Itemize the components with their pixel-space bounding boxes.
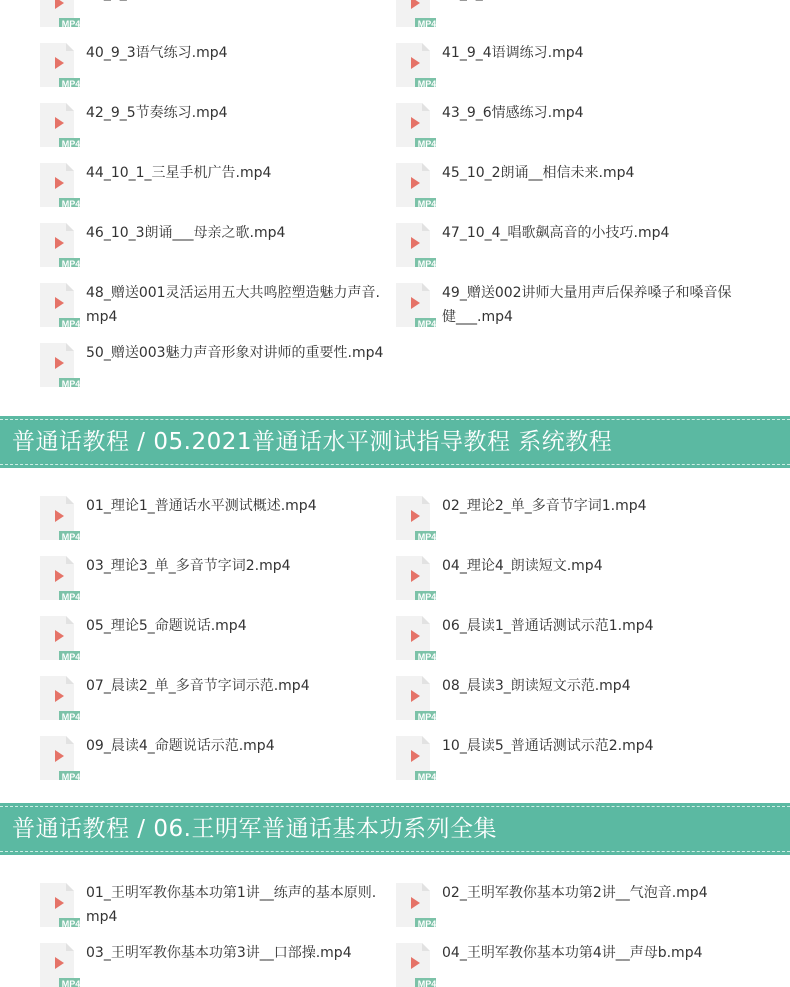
mp4-badge: MP4	[417, 652, 436, 660]
mp4-badge: MP4	[61, 259, 80, 267]
file-item[interactable]	[396, 43, 746, 87]
video-file-icon	[396, 883, 436, 927]
file-item[interactable]	[40, 0, 390, 27]
video-file-icon	[40, 556, 80, 600]
mp4-badge: MP4	[417, 79, 436, 87]
file-name	[86, 0, 386, 5]
mp4-badge: MP4	[61, 79, 80, 87]
video-file-icon	[396, 496, 436, 540]
mp4-badge: MP4	[417, 199, 436, 207]
file-name: 08_晨读3_朗读短文示范.mp4	[442, 678, 631, 694]
mp4-badge: MP4	[417, 319, 436, 327]
file-item[interactable]	[40, 223, 390, 267]
file-name: 02_王明军教你基本功第2讲__气泡音.mp4	[442, 885, 708, 901]
mp4-badge: MP4	[417, 139, 436, 147]
mp4-badge: MP4	[61, 712, 80, 720]
file-name: 46_10_3朗诵___母亲之歌.mp4	[86, 225, 286, 241]
video-file-icon	[40, 103, 80, 147]
mp4-badge: MP4	[61, 772, 80, 780]
mp4-badge: MP4	[417, 592, 436, 600]
file-name: 48_赠送001灵活运用五大共鸣腔塑造魅力声音.mp4	[86, 285, 380, 325]
video-file-icon	[396, 736, 436, 780]
section-title: 普通话教程 / 06.王明军普通话基本功系列全集	[12, 816, 497, 842]
file-item[interactable]	[40, 556, 390, 600]
mp4-badge: MP4	[417, 979, 436, 987]
file-name: 01_理论1_普通话水平测试概述.mp4	[86, 498, 317, 514]
video-file-icon	[40, 943, 80, 987]
mp4-badge: MP4	[61, 19, 80, 27]
video-file-icon	[40, 496, 80, 540]
file-item[interactable]	[396, 496, 746, 540]
file-name: 04_王明军教你基本功第4讲__声母b.mp4	[442, 945, 703, 961]
video-file-icon	[396, 103, 436, 147]
file-name: 42_9_5节奏练习.mp4	[86, 105, 228, 121]
file-name: 02_理论2_单_多音节字词1.mp4	[442, 498, 647, 514]
file-name: 06_晨读1_普通话测试示范1.mp4	[442, 618, 654, 634]
file-name: 04_理论4_朗读短文.mp4	[442, 558, 603, 574]
banner-dash-bottom	[0, 851, 790, 852]
section-banner	[0, 803, 790, 855]
video-file-icon	[40, 676, 80, 720]
video-file-icon	[396, 616, 436, 660]
file-item[interactable]	[396, 103, 746, 147]
file-item[interactable]	[40, 616, 390, 660]
mp4-badge: MP4	[61, 319, 80, 327]
file-name: 40_9_3语气练习.mp4	[86, 45, 228, 61]
file-name: 07_晨读2_单_多音节字词示范.mp4	[86, 678, 310, 694]
file-item[interactable]	[396, 883, 746, 927]
mp4-badge: MP4	[61, 379, 80, 387]
file-name: 01_王明军教你基本功第1讲__练声的基本原则.mp4	[86, 885, 377, 925]
video-file-icon	[396, 283, 436, 327]
file-item[interactable]	[40, 496, 390, 540]
file-name: 50_赠送003魅力声音形象对讲师的重要性.mp4	[86, 345, 384, 361]
file-name: 43_9_6情感练习.mp4	[442, 105, 584, 121]
file-item[interactable]	[40, 883, 390, 927]
video-file-icon	[40, 223, 80, 267]
file-name: 47_10_4_唱歌飙高音的小技巧.mp4	[442, 225, 670, 241]
file-item[interactable]	[40, 103, 390, 147]
mp4-badge: MP4	[61, 919, 80, 927]
file-name: 44_10_1_三星手机广告.mp4	[86, 165, 272, 181]
file-name: 41_9_4语调练习.mp4	[442, 45, 584, 61]
mp4-badge: MP4	[61, 532, 80, 540]
section-title: 普通话教程 / 05.2021普通话水平测试指导教程 系统教程	[12, 429, 613, 455]
file-item[interactable]	[396, 736, 746, 780]
video-file-icon	[396, 943, 436, 987]
mp4-badge: MP4	[61, 199, 80, 207]
mp4-badge: MP4	[61, 652, 80, 660]
file-name: 49_赠送002讲师大量用声后保养嗓子和嗓音保健___.mp4	[442, 285, 732, 325]
file-name: 09_晨读4_命题说话示范.mp4	[86, 738, 275, 754]
mp4-badge: MP4	[417, 532, 436, 540]
section-banner	[0, 416, 790, 468]
mp4-badge: MP4	[61, 979, 80, 987]
video-file-icon	[396, 676, 436, 720]
video-file-icon	[40, 343, 80, 387]
video-file-icon	[396, 43, 436, 87]
mp4-badge: MP4	[417, 259, 436, 267]
file-item[interactable]	[396, 163, 746, 207]
video-file-icon	[40, 0, 80, 27]
mp4-badge: MP4	[417, 712, 436, 720]
file-name: 03_理论3_单_多音节字词2.mp4	[86, 558, 291, 574]
video-file-icon	[40, 283, 80, 327]
file-item[interactable]	[396, 943, 746, 987]
file-name: 10_晨读5_普通话测试示范2.mp4	[442, 738, 654, 754]
mp4-badge: MP4	[61, 139, 80, 147]
file-name	[442, 0, 742, 5]
file-item[interactable]	[396, 616, 746, 660]
video-file-icon	[40, 163, 80, 207]
video-file-icon	[40, 616, 80, 660]
file-item[interactable]	[40, 43, 390, 87]
video-file-icon	[40, 43, 80, 87]
file-item[interactable]	[396, 283, 746, 327]
file-name: 03_王明军教你基本功第3讲__口部操.mp4	[86, 945, 352, 961]
file-item[interactable]	[40, 736, 390, 780]
mp4-badge: MP4	[61, 592, 80, 600]
mp4-badge: MP4	[417, 772, 436, 780]
file-item[interactable]	[396, 0, 746, 27]
file-name: 45_10_2朗诵__相信未来.mp4	[442, 165, 635, 181]
file-item[interactable]	[396, 223, 746, 267]
file-item[interactable]	[40, 163, 390, 207]
mp4-badge: MP4	[417, 919, 436, 927]
file-name: 05_理论5_命题说话.mp4	[86, 618, 247, 634]
file-item[interactable]	[396, 556, 746, 600]
mp4-badge: MP4	[417, 19, 436, 27]
file-item[interactable]	[40, 283, 390, 327]
video-file-icon	[396, 0, 436, 27]
file-item[interactable]	[40, 943, 390, 987]
banner-dash-bottom	[0, 464, 790, 465]
file-item[interactable]	[40, 343, 390, 387]
video-file-icon	[396, 556, 436, 600]
video-file-icon	[396, 223, 436, 267]
file-item[interactable]	[396, 676, 746, 720]
video-file-icon	[40, 883, 80, 927]
file-item[interactable]	[40, 676, 390, 720]
video-file-icon	[40, 736, 80, 780]
video-file-icon	[396, 163, 436, 207]
